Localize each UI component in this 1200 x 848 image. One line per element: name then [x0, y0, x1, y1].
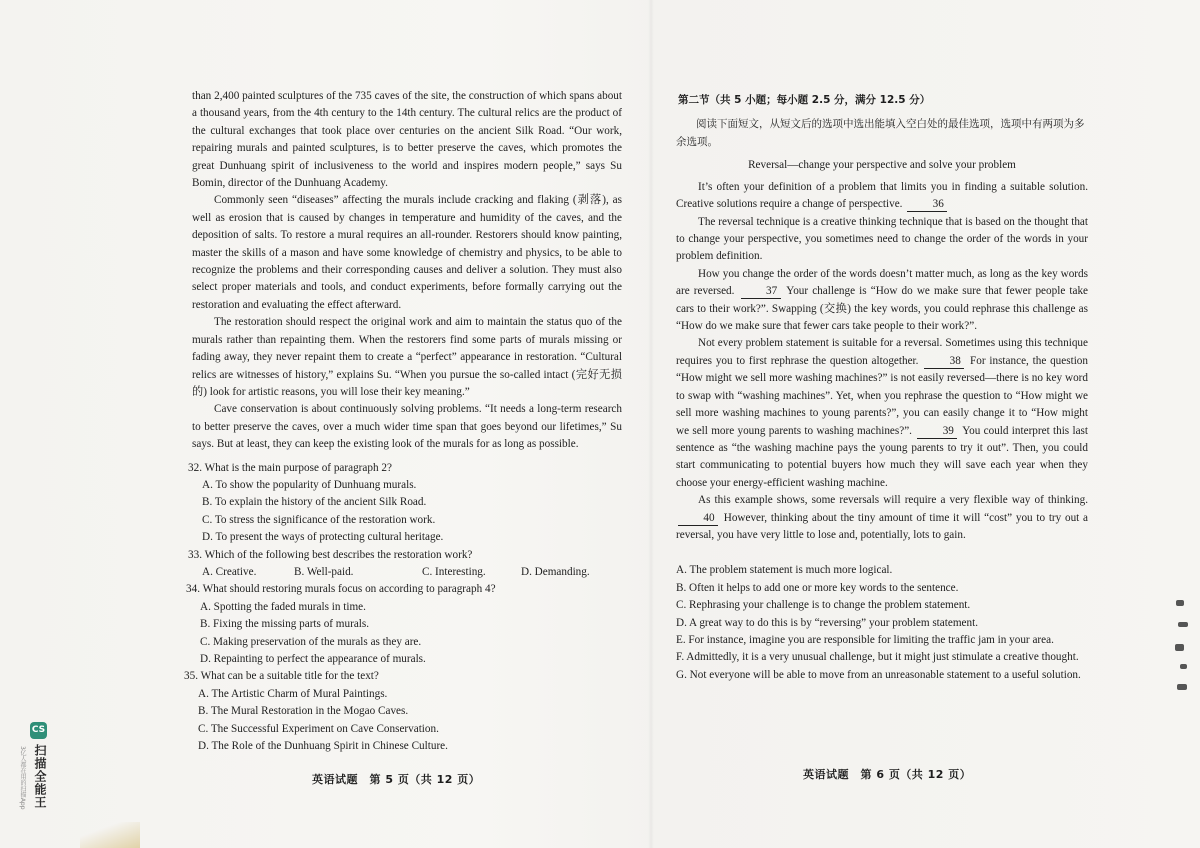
question-stem: 35. What can be a suitable title for the text?	[184, 670, 379, 683]
answer-option: D. To present the ways of protecting cultural heritage.	[202, 531, 444, 544]
answer-options-row	[188, 564, 622, 581]
scan-corner-shadow	[80, 822, 140, 848]
passage-paragraph	[676, 179, 1088, 214]
page-5	[184, 88, 622, 755]
watermark-name: 扫描全能王	[33, 744, 47, 809]
scan-edge-marks	[1172, 560, 1190, 710]
blank-38: 38	[924, 355, 964, 369]
paragraph-text: As this example shows, some reversals will require a very flexible way of thinking.	[698, 494, 1088, 507]
answer-option: A. The Artistic Charm of Mural Paintings.	[198, 687, 388, 700]
answer-choices	[676, 562, 1088, 684]
paragraph-text: Your challenge is “How do we make sure that fewer people take cars to their work?”. Swapping (交换) the key words, you could rephrase this challenge as “How do we make sure that fewer cars take people to their work?”.	[676, 285, 1089, 333]
section-instructions: 阅读下面短文，从短文后的选项中选出能填入空白处的最佳选项，选项中有两项为多余选项。	[676, 118, 1085, 149]
answer-option: B. To explain the history of the ancient Silk Road.	[202, 496, 427, 509]
answer-option: B. Fixing the missing parts of murals.	[200, 618, 370, 631]
answer-option: B. The Mural Restoration in the Mogao Caves.	[198, 705, 409, 718]
passage-paragraph	[676, 492, 1088, 544]
passage-paragraph: than 2,400 painted sculptures of the 735 caves of the site, the construction of which spans about a thousand years, from the 4th century to the 14th century. The cultural relics are the product of the cultural exchanges that took place over centuries on the ancient Silk Road. “Our work, repairing murals and painted sculptures, is to better preserve the caves, which promotes the great Dunhuang spirit of inclusiveness to the world and inspires modern people,” says Su Bomin, director of the Dunhuang Academy.	[192, 90, 622, 190]
paragraph-text: However, thinking about the tiny amount of time it will “cost” you to try out a reversal, you have very little to lose and, potentially, lots to gain.	[676, 511, 1089, 541]
answer-option: D. Demanding.	[521, 565, 590, 578]
passage-title: Reversal—change your perspective and solve your problem	[748, 159, 1016, 172]
choice-item: F. Admittedly, it is a very unusual challenge, but it might just stimulate a creative thought.	[676, 651, 1079, 664]
question-33	[188, 547, 622, 582]
answer-option: A. To show the popularity of Dunhuang murals.	[202, 478, 417, 491]
choice-item: A. The problem statement is much more logical.	[676, 564, 893, 577]
scanner-watermark	[19, 716, 52, 816]
watermark-tagline: 3亿人都在用的扫描App	[19, 746, 26, 810]
passage-paragraph: Commonly seen “diseases” affecting the murals include cracking and flaking (剥落), as well as erosion that is caused by changes in temperature and humidity of the caves, and the deposition of salts. To restore a mural requires an all-rounder. Restorers should know painting, master the skills of a mason and have some knowledge of chemistry and physics, to be able to recognize the problems and their corresponding causes and deliver a solution. They must also select proper materials and tools, and conduct experiments, before formally carrying out the restoration and evaluating the effect afterward.	[192, 194, 622, 311]
paragraph-text: Not every problem statement is suitable for a reversal. Sometimes using this technique requires you to first rephrase the question altogether.	[676, 337, 1088, 367]
page-fold	[648, 0, 654, 848]
paragraph-text: How you change the order of the words doesn’t matter much, as long as the key words are reversed.	[676, 267, 1088, 298]
blank-39: 39	[917, 425, 957, 439]
paragraph-text: For instance, the question “How might we sell more washing machines?” is not easily reversed—there is no key word to swap with “washing machines”. Yet, when you rephrase the question to “How might we sell more washing machines to young parents?”, you can easily change it to “How might we sell more young parents to washing machines?”.	[676, 354, 1088, 437]
answer-option: C. To stress the significance of the restoration work.	[202, 513, 436, 526]
passage-paragraph	[676, 335, 1088, 492]
choice-item: G. Not everyone will be able to move from an unreasonable statement to a useful solution.	[676, 668, 1081, 681]
page-6	[676, 92, 1088, 684]
passage-paragraph	[676, 266, 1088, 336]
blank-37: 37	[741, 285, 781, 299]
paragraph-text: It’s often your definition of a problem that limits you in finding a suitable solution. Creative solutions require a change of perspective.	[676, 180, 1088, 211]
page-footer-5: 英语试题 第 5 页（共 12 页）	[312, 773, 481, 786]
answer-option: A. Spotting the faded murals in time.	[200, 600, 366, 613]
answer-option: D. The Role of the Dunhuang Spirit in Chinese Culture.	[198, 740, 448, 753]
blank-40: 40	[678, 512, 718, 526]
answer-option: A. Creative.	[202, 565, 257, 578]
choice-item: B. Often it helps to add one or more key words to the sentence.	[676, 581, 959, 594]
question-35	[184, 668, 622, 755]
question-stem: 34. What should restoring murals focus on according to paragraph 4?	[186, 583, 496, 596]
passage-paragraph: Cave conservation is about continuously solving problems. “It needs a long-term research to better preserve the caves, over a much wider time span that goes beyond our lifetimes,” Su says. But at least, they can keep the existing look of the murals for as long as possible.	[192, 403, 622, 451]
passage-paragraph: The restoration should respect the original work and aim to maintain the status quo of the murals rather than repainting them. When the restorers find some parts of murals missing or fading away, they never repaint them to create a “perfect” appearance in restoration. “Cultural relics are witnesses of history,” explains Su. “When you pursue the so-called intact (完好无损的) look for artistic reasons, you will lose their key meaning.”	[192, 316, 622, 398]
choice-item: E. For instance, imagine you are responsible for limiting the traffic jam in your area.	[676, 633, 1054, 646]
section-title: 第二节（共 5 小题；每小题 2.5 分，满分 12.5 分）	[678, 94, 931, 106]
choice-item: D. A great way to do this is by “reversing” your problem statement.	[676, 616, 978, 629]
answer-option: C. The Successful Experiment on Cave Conservation.	[198, 722, 439, 735]
passage-paragraph: The reversal technique is a creative thinking technique that is based on the thought that to change your perspective, you sometimes need to change the order of the words in your problem definition.	[676, 215, 1088, 263]
blank-36: 36	[907, 198, 947, 212]
answer-option: D. Repainting to perfect the appearance of murals.	[200, 653, 426, 665]
question-32	[188, 460, 622, 547]
page-footer-6: 英语试题 第 6 页（共 12 页）	[803, 768, 972, 781]
answer-option: C. Interesting.	[422, 565, 486, 578]
camscanner-logo-icon: CS	[30, 722, 47, 739]
choice-item: C. Rephrasing your challenge is to change the problem statement.	[676, 599, 971, 612]
question-stem: 32. What is the main purpose of paragraph 2?	[188, 461, 392, 474]
answer-option: C. Making preservation of the murals as they are.	[200, 635, 422, 648]
question-34	[186, 581, 622, 668]
paragraph-text: You could interpret this last sentence as “the washing machine pays the young parents to try it out”. Then, you could start communicating to potential buyers how much they will save each year when they choose your energy-efficient washing machine.	[676, 424, 1089, 489]
answer-option: B. Well-paid.	[294, 565, 354, 578]
question-stem: 33. Which of the following best describes the restoration work?	[188, 548, 473, 561]
